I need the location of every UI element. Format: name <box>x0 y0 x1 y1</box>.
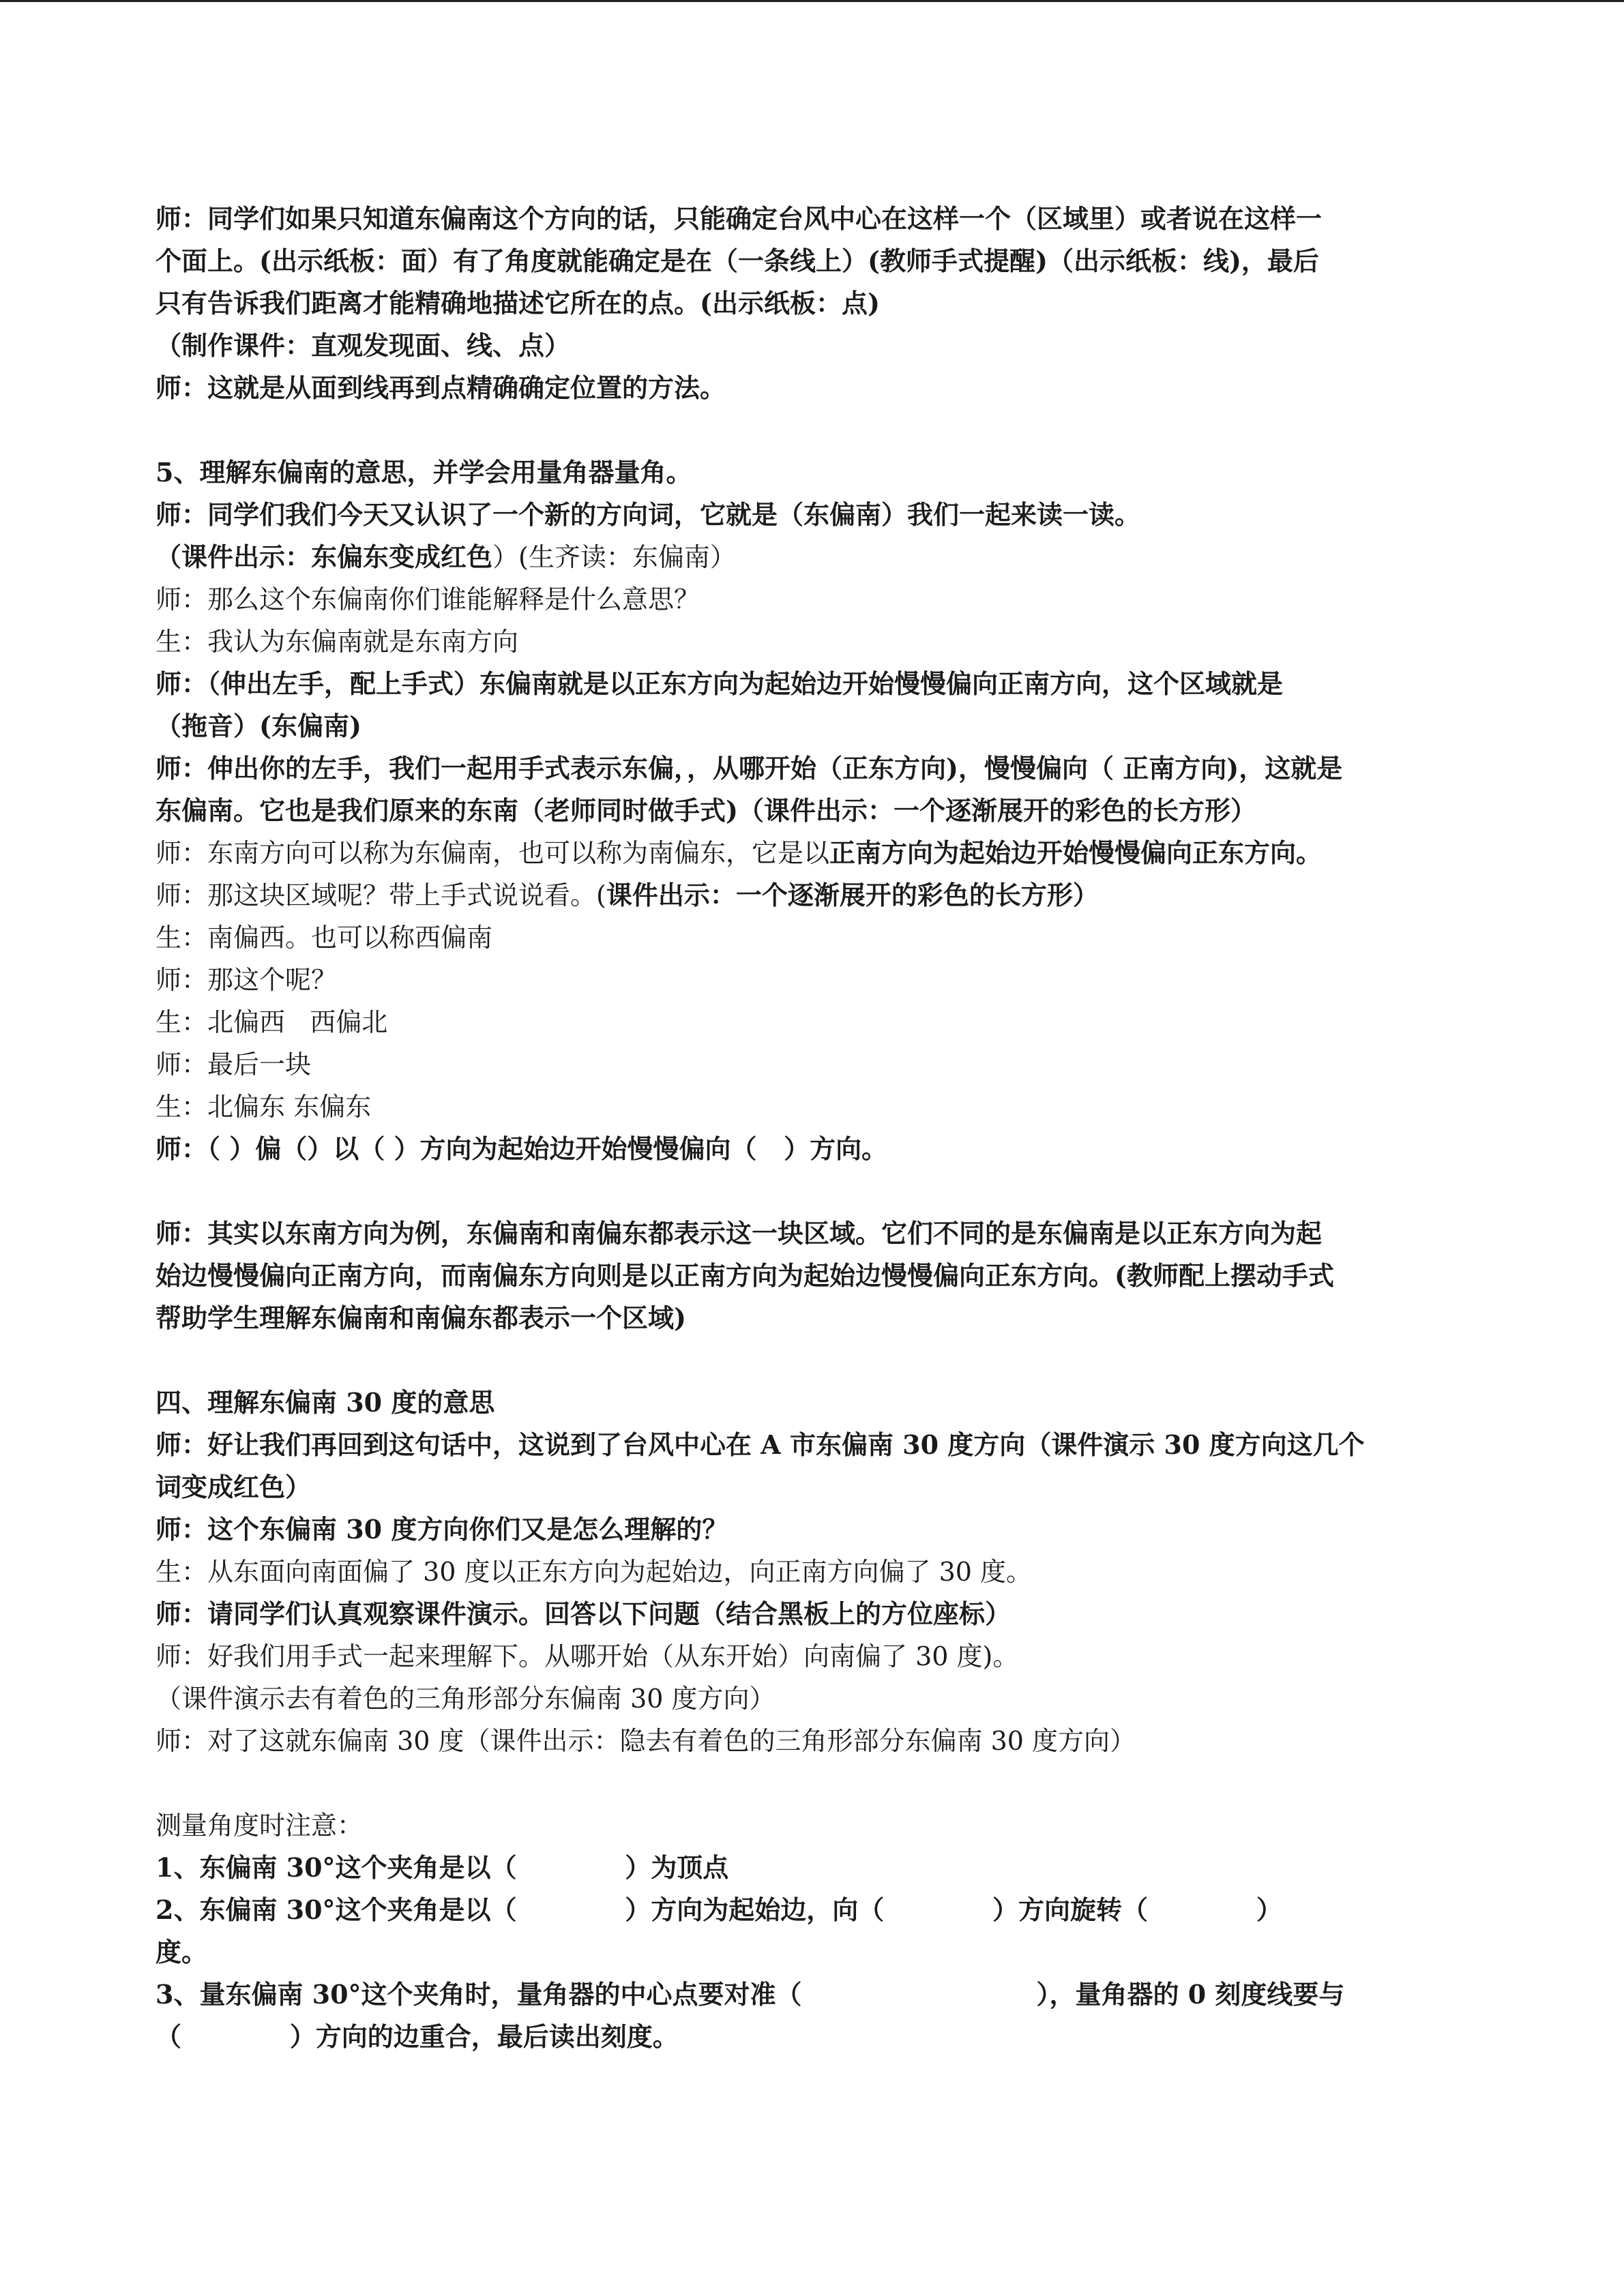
text-line: 师：其实以东南方向为例，东偏南和南偏东都表示这一块区域。它们不同的是东偏南是以正东方向为起 <box>156 1218 1323 1249</box>
text-line: 师：（ ）偏（）以（ ）方向为起始边开始慢慢偏向（ ）方向。 <box>156 1133 888 1164</box>
text-line: 生：北偏西 西偏北 <box>156 1007 388 1037</box>
text-line: 1、东偏南 30°这个夹角是以（ ）为顶点 <box>156 1852 729 1883</box>
blank-line <box>156 1339 1475 1382</box>
blank-line <box>156 1170 1475 1212</box>
text-line <box>156 536 1475 578</box>
text-line: （制作课件：直观发现面、线、点） <box>156 330 571 361</box>
text-line: 只有告诉我们距离才能精确地描述它所在的点。(出示纸板：点) <box>156 288 880 318</box>
text-line: 师：（伸出左手，配上手式）东偏南就是以正东方向为起始边开始慢慢偏向正南方向，这个区域就是 <box>156 668 1284 699</box>
text-line: 生：南偏西。也可以称西偏南 <box>156 923 493 953</box>
blank-line <box>156 409 1475 451</box>
text-segment: 正南方向为起始边开始慢慢偏向正东方向。 <box>829 837 1323 868</box>
text-line <box>156 874 1475 916</box>
text-line: 个面上。(出示纸板：面）有了角度就能确定是在（一条线上）(教师手式提醒)（出示纸板：线)，最后 <box>156 245 1319 276</box>
text-line: 四、理解东偏南 30 度的意思 <box>156 1387 495 1418</box>
text-line: 帮助学生理解东偏南和南偏东都表示一个区域) <box>156 1302 686 1333</box>
text-line: 师：对了这就东偏南 30 度（课件出示：隐去有着色的三角形部分东偏南 30 度方向） <box>156 1726 1136 1756</box>
text-line: （课件演示去有着色的三角形部分东偏南 30 度方向） <box>156 1684 776 1714</box>
text-segment: （课件出示：东偏东变成红色 <box>156 541 493 572</box>
text-line: 师：这个东偏南 30 度方向你们又是怎么理解的？ <box>156 1514 728 1545</box>
text-segment: 课件出示：一个逐渐展开的彩色的长方形） <box>606 880 1099 910</box>
text-line: 师：请同学们认真观察课件演示。回答以下问题（结合黑板上的方位座标） <box>156 1598 1012 1629</box>
text-line: 师：同学们如果只知道东偏南这个方向的话，只能确定台风中心在这样一个（区域里）或者说在这样一 <box>156 203 1323 234</box>
text-line: 3、量东偏南 30°这个夹角时，量角器的中心点要对准（ ），量角器的 0 刻度线要与 <box>156 1979 1345 2010</box>
text-line: 师：好让我们再回到这句话中，这说到了台风中心在 A 市东偏南 30 度方向（课件演示 30 度方向这几个 <box>156 1429 1365 1460</box>
text-line: 度。 <box>156 1937 208 1967</box>
text-segment: ）(生齐读：东偏南） <box>492 542 736 572</box>
text-segment: 师：东南方向可以称为东偏南，也可以称为南偏东，它是以 <box>156 838 830 868</box>
text-line: （拖音）(东偏南) <box>156 711 361 741</box>
text-line: （ ）方向的边重合，最后读出刻度。 <box>156 2021 679 2052</box>
page-top-border <box>0 0 1624 2</box>
text-line: 师：最后一块 <box>156 1049 312 1079</box>
text-line: 东偏南。它也是我们原来的东南（老师同时做手式)（课件出示：一个逐渐展开的彩色的长方形） <box>156 795 1256 826</box>
text-line: 始边慢慢偏向正南方向，而南偏东方向则是以正南方向为起始边慢慢偏向正东方向。(教师配上摆动手式 <box>156 1260 1334 1291</box>
text-line: 师：好我们用手式一起来理解下。从哪开始（从东开始）向南偏了 30 度)。 <box>156 1641 1019 1671</box>
text-line: 测量角度时注意： <box>156 1810 364 1840</box>
text-line: 师：这就是从面到线再到点精确确定位置的方法。 <box>156 372 726 403</box>
text-line <box>156 832 1475 874</box>
text-line: 5、理解东偏南的意思，并学会用量角器量角。 <box>156 457 692 488</box>
text-segment: 师：那这块区域呢？带上手式说说看。( <box>156 880 606 910</box>
blank-line <box>156 1762 1475 1804</box>
text-line: 师：那这个呢？ <box>156 965 338 995</box>
document-page <box>156 198 1475 2058</box>
text-line: 生：北偏东 东偏东 <box>156 1092 372 1122</box>
text-line: 生：我认为东偏南就是东南方向 <box>156 627 519 657</box>
text-line: 师：同学们我们今天又认识了一个新的方向词，它就是（东偏南）我们一起来读一读。 <box>156 499 1141 530</box>
text-line: 师：那么这个东偏南你们谁能解释是什么意思？ <box>156 584 700 614</box>
text-line: 2、东偏南 30°这个夹角是以（ ）方向为起始边，向（ ）方向旋转（ ） <box>156 1894 1282 1925</box>
text-line: 生：从东面向南面偏了 30 度以正东方向为起始边，向正南方向偏了 30 度。 <box>156 1557 1033 1587</box>
text-line: 师：伸出你的左手，我们一起用手式表示东偏，，从哪开始（正东方向)，慢慢偏向（ 正南方向)，这就是 <box>156 753 1343 784</box>
text-line: 词变成红色） <box>156 1472 312 1502</box>
